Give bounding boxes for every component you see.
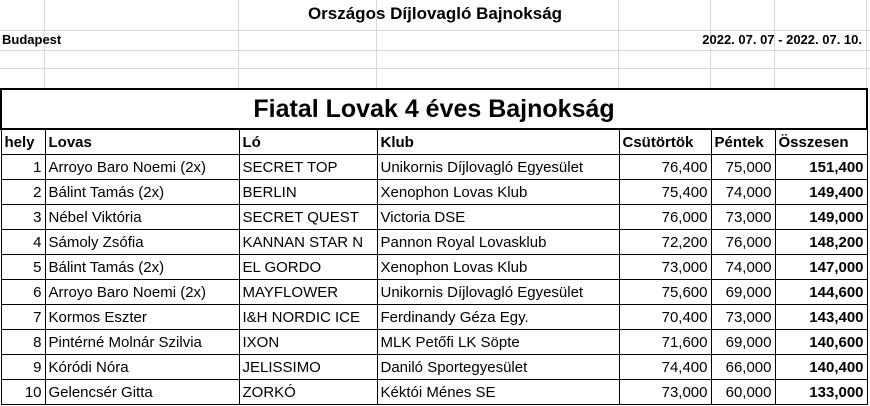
gridline <box>0 68 870 69</box>
thursday-score-cell: 76,400 <box>619 155 711 180</box>
table-row <box>1 305 867 330</box>
horse-cell: JELISSIMO <box>239 355 377 380</box>
horse-cell: IXON <box>239 330 377 355</box>
club-cell: Daniló Sportegyesület <box>377 355 619 380</box>
rider-cell: Bálint Tamás (2x) <box>45 180 239 205</box>
thursday-score-cell: 75,600 <box>619 280 711 305</box>
friday-score-cell: 60,000 <box>711 380 775 405</box>
total-score-cell: 133,000 <box>775 380 867 405</box>
table-title-row <box>1 89 867 129</box>
club-cell: Unikornis Díjlovagló Egyesület <box>377 155 619 180</box>
total-score-cell: 147,000 <box>775 255 867 280</box>
horse-cell: SECRET TOP <box>239 155 377 180</box>
rank-cell: 4 <box>1 230 45 255</box>
gridline <box>0 30 870 31</box>
club-cell: Kéktói Ménes SE <box>377 380 619 405</box>
results-table <box>0 88 868 405</box>
thursday-score-cell: 71,600 <box>619 330 711 355</box>
club-cell: Victoria DSE <box>377 205 619 230</box>
rank-cell: 2 <box>1 180 45 205</box>
rider-cell: Nébel Viktória <box>45 205 239 230</box>
total-score-cell: 149,400 <box>775 180 867 205</box>
table-row <box>1 205 867 230</box>
rank-cell: 10 <box>1 380 45 405</box>
thursday-score-cell: 74,400 <box>619 355 711 380</box>
friday-score-cell: 66,000 <box>711 355 775 380</box>
event-dates: 2022. 07. 07 - 2022. 07. 10. <box>702 32 862 47</box>
friday-score-cell: 76,000 <box>711 230 775 255</box>
table-row <box>1 380 867 405</box>
friday-score-cell: 69,000 <box>711 330 775 355</box>
rider-cell: Bálint Tamás (2x) <box>45 255 239 280</box>
total-score-cell: 140,400 <box>775 355 867 380</box>
document-title: Országos Díjlovagló Bajnokság <box>307 4 563 23</box>
thursday-score-cell: 73,000 <box>619 255 711 280</box>
table-row <box>1 180 867 205</box>
horse-cell: KANNAN STAR N <box>239 230 377 255</box>
total-score-cell: 143,400 <box>775 305 867 330</box>
rank-cell: 1 <box>1 155 45 180</box>
table-row <box>1 255 867 280</box>
column-header-horse: Ló <box>239 129 377 155</box>
column-header-friday: Péntek <box>711 129 775 155</box>
total-score-cell: 144,600 <box>775 280 867 305</box>
club-cell: Xenophon Lovas Klub <box>377 180 619 205</box>
table-title: Fiatal Lovak 4 éves Bajnokság <box>1 89 867 129</box>
horse-cell: MAYFLOWER <box>239 280 377 305</box>
table-row <box>1 330 867 355</box>
table-header-row <box>1 129 867 155</box>
rank-cell: 5 <box>1 255 45 280</box>
horse-cell: ZORKÓ <box>239 380 377 405</box>
rank-cell: 9 <box>1 355 45 380</box>
friday-score-cell: 73,000 <box>711 305 775 330</box>
rider-cell: Kormos Eszter <box>45 305 239 330</box>
rank-cell: 8 <box>1 330 45 355</box>
table-row <box>1 280 867 305</box>
rider-cell: Arroyo Baro Noemi (2x) <box>45 280 239 305</box>
friday-score-cell: 74,000 <box>711 180 775 205</box>
table-row <box>1 155 867 180</box>
total-score-cell: 151,400 <box>775 155 867 180</box>
rider-cell: Kóródi Nóra <box>45 355 239 380</box>
club-cell: Pannon Royal Lovasklub <box>377 230 619 255</box>
club-cell: MLK Petőfi LK Söpte <box>377 330 619 355</box>
rider-cell: Pintérné Molnár Szilvia <box>45 330 239 355</box>
rank-cell: 6 <box>1 280 45 305</box>
club-cell: Unikornis Díjlovagló Egyesület <box>377 280 619 305</box>
rider-cell: Arroyo Baro Noemi (2x) <box>45 155 239 180</box>
column-header-thursday: Csütörtök <box>619 129 711 155</box>
thursday-score-cell: 76,000 <box>619 205 711 230</box>
club-cell: Ferdinandy Géza Egy. <box>377 305 619 330</box>
rank-cell: 3 <box>1 205 45 230</box>
rider-cell: Sámoly Zsófia <box>45 230 239 255</box>
horse-cell: I&H NORDIC ICE <box>239 305 377 330</box>
friday-score-cell: 74,000 <box>711 255 775 280</box>
thursday-score-cell: 72,200 <box>619 230 711 255</box>
column-header-club: Klub <box>377 129 619 155</box>
thursday-score-cell: 73,000 <box>619 380 711 405</box>
table-row <box>1 355 867 380</box>
thursday-score-cell: 75,400 <box>619 180 711 205</box>
rank-cell: 7 <box>1 305 45 330</box>
horse-cell: BERLIN <box>239 180 377 205</box>
total-score-cell: 148,200 <box>775 230 867 255</box>
horse-cell: EL GORDO <box>239 255 377 280</box>
friday-score-cell: 73,000 <box>711 205 775 230</box>
horse-cell: SECRET QUEST <box>239 205 377 230</box>
column-header-rank: hely <box>1 129 45 155</box>
friday-score-cell: 69,000 <box>711 280 775 305</box>
rider-cell: Gelencsér Gitta <box>45 380 239 405</box>
total-score-cell: 149,000 <box>775 205 867 230</box>
column-header-rider: Lovas <box>45 129 239 155</box>
friday-score-cell: 75,000 <box>711 155 775 180</box>
club-cell: Xenophon Lovas Klub <box>377 255 619 280</box>
column-header-total: Összesen <box>775 129 867 155</box>
event-city: Budapest <box>2 32 62 47</box>
total-score-cell: 140,600 <box>775 330 867 355</box>
table-row <box>1 230 867 255</box>
thursday-score-cell: 70,400 <box>619 305 711 330</box>
gridline <box>0 50 870 51</box>
